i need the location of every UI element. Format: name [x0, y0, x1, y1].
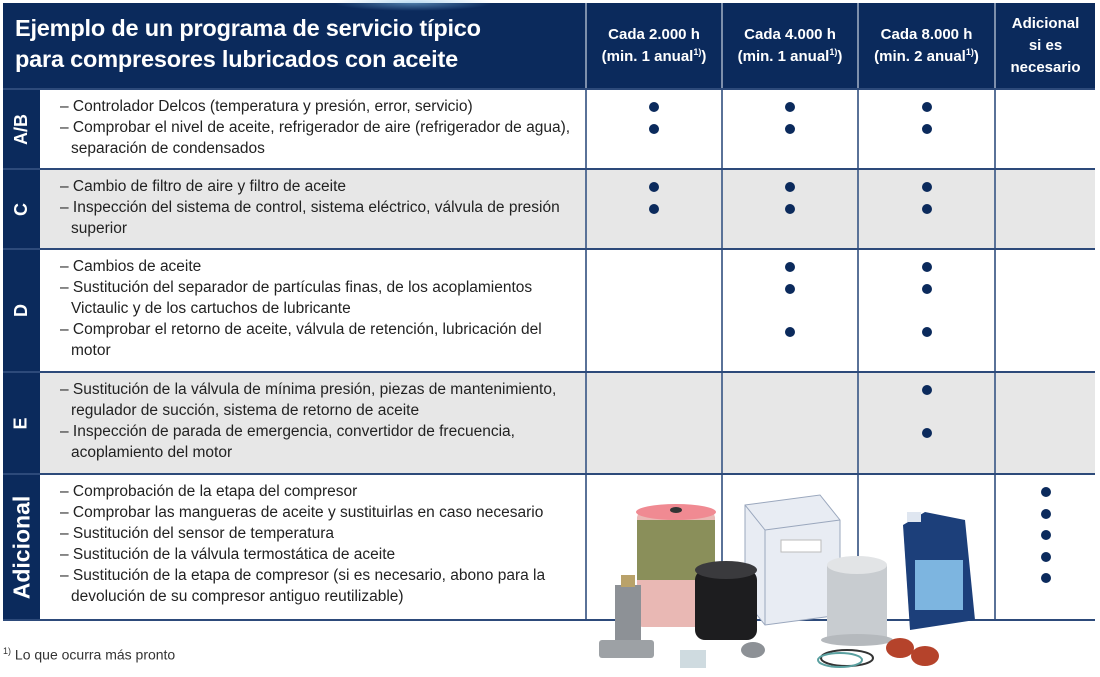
list-item: – Cambios de aceite [60, 258, 202, 275]
schedule-cell [857, 373, 994, 473]
bullet-dot-icon [785, 182, 795, 192]
schedule-cell [857, 90, 994, 168]
row-category-label: E [3, 373, 40, 473]
bullet-dot-icon [1041, 552, 1051, 562]
title-line-2: para compresores lubricados con aceite [15, 46, 458, 72]
col-header-line: Cada 8.000 h [880, 25, 973, 43]
footnote-text: Lo que ocurra más pronto [14, 646, 176, 663]
bullet-dot-icon [1041, 509, 1051, 519]
schedule-cell [721, 475, 857, 619]
schedule-cell [585, 170, 721, 248]
service-schedule-table [3, 3, 1095, 621]
table-header [3, 3, 1095, 88]
schedule-cell [994, 170, 1095, 248]
bullet-dot-icon [922, 204, 932, 214]
schedule-cell [721, 373, 857, 473]
bullet-dot-icon [785, 102, 795, 112]
bullet-dot-icon [785, 327, 795, 337]
bullet-dot-icon [922, 124, 932, 134]
row-category-label: C [3, 170, 40, 248]
list-item: – Comprobación de la etapa del compresor [60, 483, 358, 500]
table-row [3, 371, 1095, 473]
schedule-cell [857, 475, 994, 619]
row-description [40, 475, 585, 619]
column-header-2000h [585, 3, 721, 88]
thermostat-valve-icon [741, 642, 765, 658]
row-category-label: A/B [3, 90, 40, 168]
bullet-dot-icon [922, 428, 932, 438]
list-item: – Sustitución de la válvula de mínima presión, piezas de mantenimiento, regulador de succión, sistema de retorno de aceite [60, 381, 557, 419]
footnote-marker: 1) [3, 646, 12, 656]
gasket-icon [818, 650, 873, 667]
list-item: – Inspección de parada de emergencia, convertidor de frecuencia, acoplamiento del motor [60, 423, 515, 461]
table-row [3, 473, 1095, 621]
bullet-dot-icon [922, 262, 932, 272]
coupling-icon [886, 638, 939, 666]
table-row [3, 248, 1095, 371]
col-header-line: (min. 1 anual$^{1)}$) [601, 46, 707, 65]
column-header-4000h [721, 3, 857, 88]
bullet-dot-icon [1041, 530, 1051, 540]
row-description [40, 250, 585, 371]
title-line-1: Ejemplo de un programa de servicio típico [15, 15, 481, 41]
bullet-dot-icon [649, 182, 659, 192]
list-item: – Inspección del sistema de control, sistema eléctrico, válvula de presión superior [60, 199, 560, 237]
column-header-8000h [857, 3, 994, 88]
list-item: – Comprobar el nivel de aceite, refrigerador de aire (refrigerador de agua), separación de condensados [60, 119, 571, 157]
list-item: – Comprobar las mangueras de aceite y sustituirlas en caso necesario [60, 504, 544, 521]
bullet-dot-icon [1041, 573, 1051, 583]
row-description [40, 170, 585, 248]
col-header-line: si es [1028, 36, 1063, 54]
col-header-line: Adicional [1011, 14, 1080, 32]
list-item: – Sustitución del separador de partículas finas, de los acoplamientos Victaulic y de los cartuchos de lubricante [60, 279, 533, 317]
bullet-dot-icon [922, 385, 932, 395]
table-body [3, 88, 1095, 621]
row-description [40, 373, 585, 473]
bullet-dot-icon [922, 327, 932, 337]
schedule-cell [994, 373, 1095, 473]
list-item: – Comprobar el retorno de aceite, válvula de retención, lubricación del motor [60, 321, 542, 359]
bullet-dot-icon [922, 182, 932, 192]
bullet-dot-icon [785, 284, 795, 294]
footnote [3, 646, 175, 663]
table-row [3, 88, 1095, 168]
list-item: – Cambio de filtro de aire y filtro de aceite [60, 178, 347, 195]
list-item: – Sustitución del sensor de temperatura [60, 525, 334, 542]
schedule-cell [721, 90, 857, 168]
bullet-dot-icon [785, 262, 795, 272]
schedule-cell [585, 250, 721, 371]
schedule-cell [994, 90, 1095, 168]
schedule-cell [857, 170, 994, 248]
table-row [3, 168, 1095, 248]
schedule-cell [585, 373, 721, 473]
bullet-dot-icon [649, 102, 659, 112]
list-item: – Controlador Delcos (temperatura y presión, error, servicio) [60, 98, 473, 115]
page-title [3, 3, 585, 88]
schedule-cell [857, 250, 994, 371]
list-item: – Sustitución de la válvula termostática de aceite [60, 546, 396, 563]
small-valve-kit-icon [680, 650, 706, 668]
row-category-label: D [3, 250, 40, 371]
bullet-dot-icon [785, 124, 795, 134]
list-item: – Sustitución de la etapa de compresor (si es necesario, abono para la devolución de su compresor antiguo reutilizable) [60, 567, 546, 605]
col-header-line: (min. 1 anual$^{1)}$) [737, 46, 843, 65]
bullet-dot-icon [922, 102, 932, 112]
row-description [40, 90, 585, 168]
col-header-line: Cada 2.000 h [608, 25, 700, 43]
schedule-cell [585, 90, 721, 168]
schedule-cell [721, 250, 857, 371]
schedule-cell [994, 475, 1095, 619]
bullet-dot-icon [785, 204, 795, 214]
schedule-cell [721, 170, 857, 248]
bullet-dot-icon [649, 204, 659, 214]
column-header-additional [994, 3, 1095, 88]
bullet-dot-icon [922, 284, 932, 294]
schedule-cell [585, 475, 721, 619]
bullet-dot-icon [649, 124, 659, 134]
row-category-label: Adicional [3, 475, 40, 619]
col-header-line: Cada 4.000 h [744, 25, 836, 43]
bullet-dot-icon [1041, 487, 1051, 497]
schedule-cell [994, 250, 1095, 371]
col-header-line: (min. 2 anual$^{1)}$) [874, 46, 979, 65]
col-header-line: necesario [1010, 58, 1081, 76]
